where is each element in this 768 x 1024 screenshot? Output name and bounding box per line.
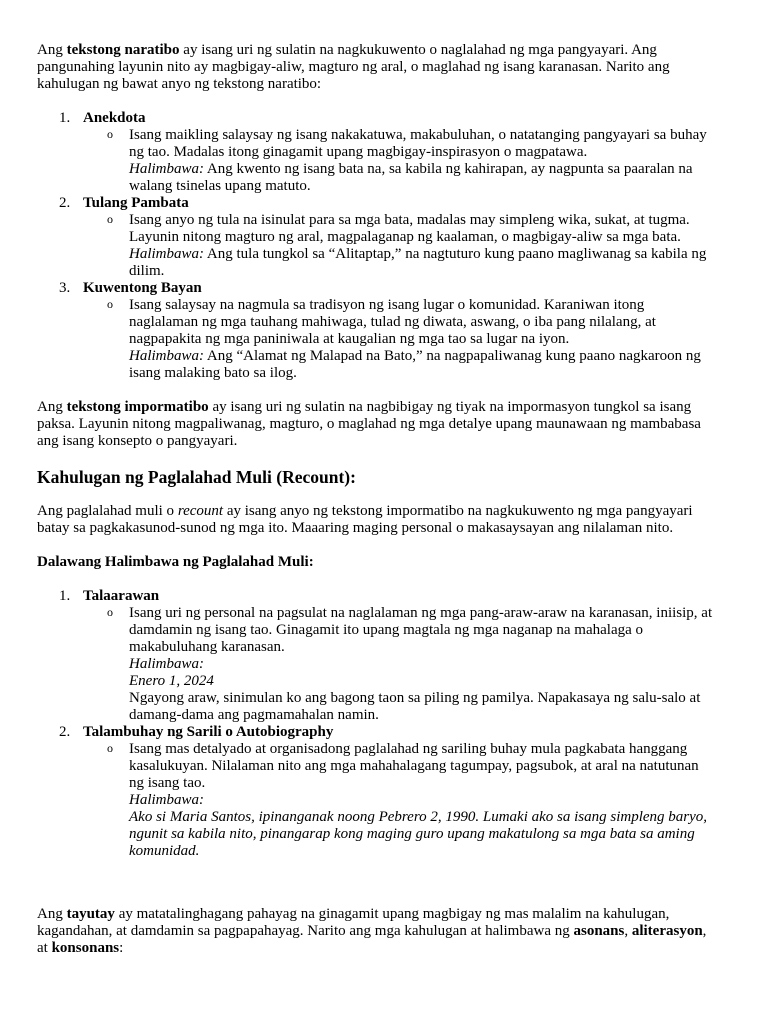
example-label: Halimbawa: [129,656,204,672]
sub-list-item [83,212,717,280]
item-description: Isang maikling salaysay ng isang nakakatuwa, makabuluhan, o natatanging pangyayari sa buhay ng tao. Madalas itong ginagamit upang magbigay-inspirasyon o magpatawa. [129,127,707,160]
list-number: 2. [59,724,71,740]
item-title: Kuwentong Bayan [83,280,202,296]
item-description: Isang anyo ng tula na isinulat para sa mga bata, madalas may simpleng wika, sukat, at tugma. Layunin nitong magturo ng aral, magpalaganap ng kaalaman, o magbigay-aliw sa mga bata. [129,212,690,245]
item-title: Tulang Pambata [83,195,189,211]
term-tayutay: tayutay [66,906,115,922]
item-description: Isang uri ng personal na pagsulat na naglalaman ng mga pang-araw-araw na karanasan, iniisip, at damdamin ng isang tao. Ginagamit ito upang magtala ng mga naganap na mahalaga o makabuluhang karanasan. [129,605,713,655]
list-item-kuwentong-bayan [37,280,717,382]
list-item-talambuhay [37,724,717,860]
narrative-types-list [37,110,717,382]
item-title: Anekdota [83,110,146,126]
term-asonans: asonans [573,923,625,939]
list-item-talaarawan [37,588,717,724]
item-description: Isang salaysay na nagmula sa tradisyon ng isang lugar o komunidad. Karaniwan itong naglalaman ng mga tauhang mahiwaga, tulad ng diwata, aswang, o iba pang nilalang, at nagpapakita ng mga paniniwala at kaugalian ng mga tao sa lugar na iyon. [129,297,656,347]
example-text: Ngayong araw, sinimulan ko ang bagong taon sa piling ng pamilya. Napakasaya ng salu-salo at damang-dama ang pagmamahalan namin. [129,690,701,723]
recount-paragraph: Ang paglalahad muli o recount ay isang anyo ng tekstong impormatibo na nagkukuwento ng mga pangyayari batay sa pagkakasunod-sunod ng mga ito. Maaaring maging personal o makasaysayan ang nilalaman nito. [37,503,693,536]
item-title: Talambuhay ng Sarili o Autobiography [83,724,334,740]
sub-list-item [83,297,717,382]
example-label: Halimbawa: [129,792,204,808]
bullet-icon: o [107,741,113,755]
tayutay-paragraph: Ang tayutay ay matatalinghagang pahayag na ginagamit upang magbigay ng mas malalim na kahulugan, kagandahan, at damdamin sa pagpapahayag. Narito ang mga kahulugan at halimbawa ng asonans, aliterasyon, at konsonans: [37,906,707,956]
informative-paragraph: Ang tekstong impormatibo ay isang uri ng sulatin na nagbibigay ng tiyak na impormasyon tungkol sa isang paksa. Layunin nitong magpaliwanag, magturo, o maglahad ng mga detalye upang maunawaan ng mambabasa ang isang konsepto o pangyayari. [37,399,701,449]
example-text: Ako si Maria Santos, ipinanganak noong Pebrero 2, 1990. Lumaki ako sa isang simpleng baryo, ngunit sa kabila nito, pinangarap kong maging guro upang makatulong sa mga bata sa aming komunidad. [129,809,708,859]
bullet-icon: o [107,127,113,141]
recount-subheading: Dalawang Halimbawa ng Paglalahad Muli: [37,554,314,570]
section-heading-recount: Kahulugan ng Paglalahad Muli (Recount): [37,467,356,487]
item-example: Halimbawa: Ang tula tungkol sa “Alitaptap,” na nagtuturo kung paano magliwanag sa kabila ng dilim. [129,246,707,279]
item-example: Halimbawa: Ang “Alamat ng Malapad na Bato,” na nagpapaliwanag kung paano nagkaroon ng isang malaking bato sa ilog. [129,348,701,381]
document-page [37,42,717,974]
bullet-icon: o [107,605,113,619]
list-number: 3. [59,280,71,296]
bullet-icon: o [107,212,113,226]
item-description: Isang mas detalyado at organisadong paglalahad ng sariling buhay mula pagkabata hanggang kasalukuyan. Nilalaman nito ang mga mahahalagang tagumpay, pagsubok, at aral na natutunan ng isang tao. [129,741,699,791]
list-item-tulang-pambata [37,195,717,280]
intro-paragraph: Ang tekstong naratibo ay isang uri ng sulatin na nagkukuwento o naglalahad ng mga pangyayari. Ang pangunahing layunin nito ay magbigay-aliw, magturo ng aral, o maglahad ng isang karanasan. Narito ang kahulugan ng bawat anyo ng tekstong naratibo: [37,42,670,92]
term-aliterasyon: aliterasyon [631,923,703,939]
term-konsonans: konsonans [51,940,120,956]
sub-list-item [83,741,717,860]
example-date: Enero 1, 2024 [129,673,214,689]
bullet-icon: o [107,297,113,311]
list-number: 2. [59,195,71,211]
sub-list-item [83,605,717,724]
list-number: 1. [59,110,71,126]
list-number: 1. [59,588,71,604]
sub-list-item [83,127,717,195]
item-title: Talaarawan [83,588,160,604]
term-tekstong-naratibo: tekstong naratibo [66,42,180,58]
recount-types-list [37,588,717,860]
list-item-anekdota [37,110,717,195]
term-tekstong-impormatibo: tekstong impormatibo [66,399,209,415]
item-example: Halimbawa: Ang kwento ng isang bata na, sa kabila ng kahirapan, ay nagpunta sa paaralan na walang tsinelas upang matuto. [129,161,693,194]
